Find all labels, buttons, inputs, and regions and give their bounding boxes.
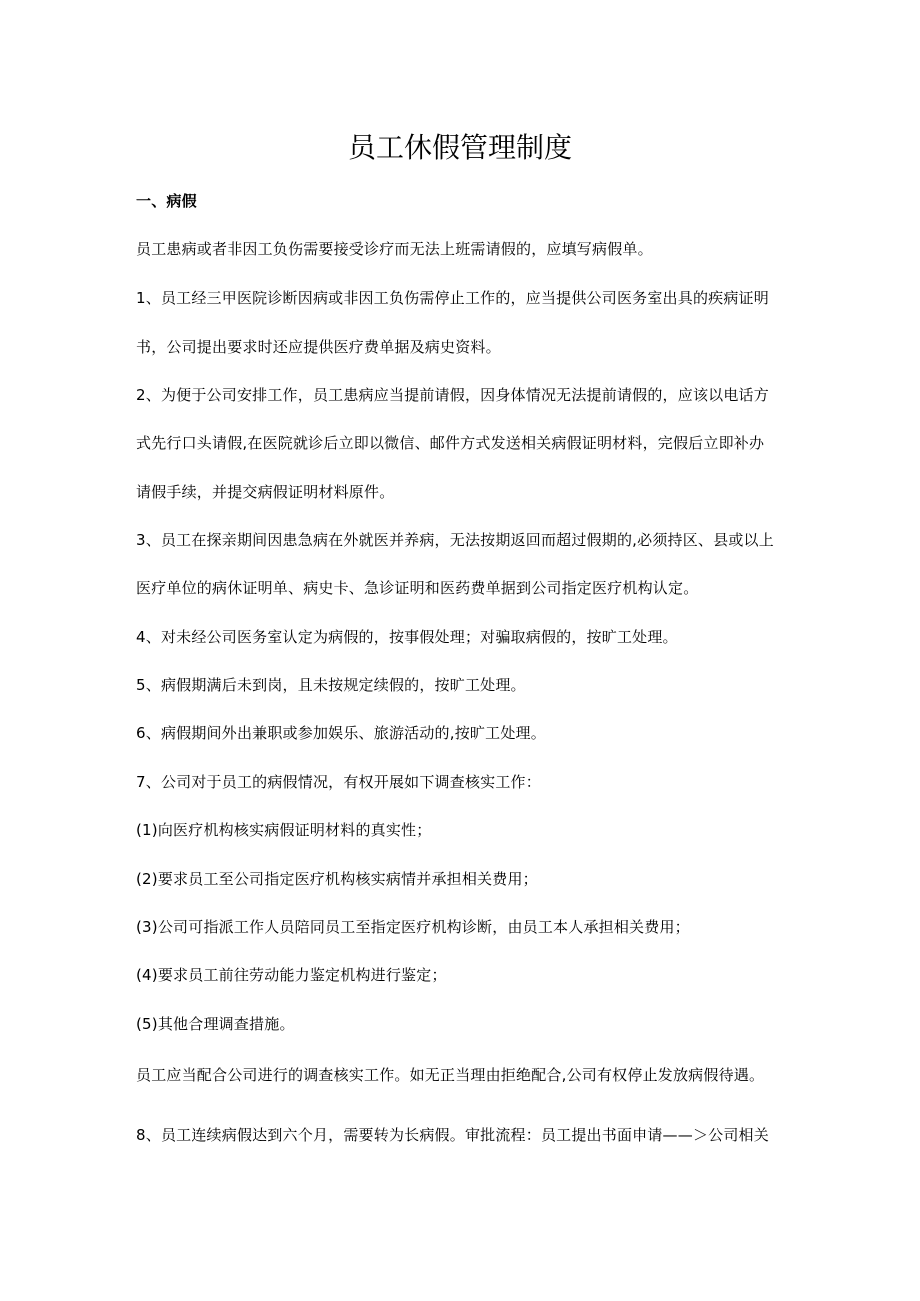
paragraph-line: 6、病假期间外出兼职或参加娱乐、旅游活动的,按旷工处理。 [136,724,546,742]
paragraph-line: 7、公司对于员工的病假情况，有权开展如下调查核实工作： [136,773,541,791]
paragraph-line: 2、为便于公司安排工作，员工患病应当提前请假，因身体情况无法提前请假的，应该以电话方 [136,386,769,404]
paragraph-line: 4、对未经公司医务室认定为病假的，按事假处理；对骗取病假的，按旷工处理。 [136,628,678,646]
list-item: (4)要求员工前往劳动能力鉴定机构进行鉴定； [136,966,447,984]
list-item: (2)要求员工至公司指定医疗机构核实病情并承担相关费用； [136,870,538,888]
paragraph-line: 式先行口头请假,在医院就诊后立即以微信、邮件方式发送相关病假证明材料，完假后立即补办 [136,434,765,452]
paragraph-line: 员工应当配合公司进行的调查核实工作。如无正当理由拒绝配合,公司有权停止发放病假待遇。 [136,1066,765,1084]
paragraph-line: 医疗单位的病休证明单、病史卡、急诊证明和医药费单据到公司指定医疗机构认定。 [136,579,699,597]
list-item: (3)公司可指派工作人员陪同员工至指定医疗机构诊断，由员工本人承担相关费用； [136,918,690,936]
paragraph-line: 5、病假期满后未到岗，且未按规定续假的，按旷工处理。 [136,676,526,694]
paragraph-line: 请假手续，并提交病假证明材料原件。 [136,483,395,501]
list-item: (1)向医疗机构核实病假证明材料的真实性； [136,821,432,839]
paragraph-line: 8、员工连续病假达到六个月，需要转为长病假。审批流程：员工提出书面申请——＞公司相关 [136,1126,769,1144]
list-item: (5)其他合理调查措施。 [136,1015,295,1033]
paragraph-line: 3、员工在探亲期间因患急病在外就医并养病，无法按期返回而超过假期的,必须持区、县或以上 [136,531,774,549]
document-title: 员工休假管理制度 [347,131,572,164]
section-heading-sick-leave: 一、病假 [136,192,197,210]
paragraph-line: 员工患病或者非因工负伤需要接受诊疗而无法上班需请假的，应填写病假单。 [136,240,653,258]
paragraph-line: 书，公司提出要求时还应提供医疗费单据及病史资料。 [136,338,501,356]
paragraph-line: 1、员工经三甲医院诊断因病或非因工负伤需停止工作的，应当提供公司医务室出具的疾病证明 [136,289,769,307]
